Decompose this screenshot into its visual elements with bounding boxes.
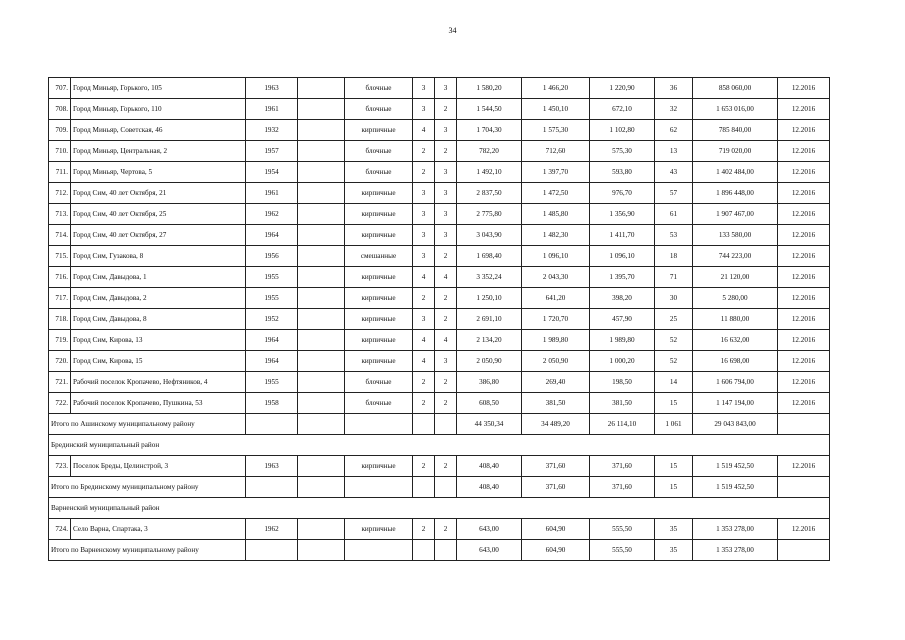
row-address: Город Миньяр, Центральная, 2 [71, 141, 246, 162]
row-year: 1954 [246, 162, 298, 183]
row-material: кирпичные [345, 225, 413, 246]
row-deadline: 12.2016 [778, 204, 830, 225]
total-area-total: 643,00 [457, 540, 522, 561]
row-material: кирпичные [345, 288, 413, 309]
row-area-total: 2 775,80 [457, 204, 522, 225]
row-number: 720. [49, 351, 71, 372]
total-residents: 15 [655, 477, 693, 498]
row-deadline: 12.2016 [778, 246, 830, 267]
row-area-total: 1 704,30 [457, 120, 522, 141]
row-area-living: 1 482,30 [522, 225, 590, 246]
table-row [49, 288, 830, 309]
row-floors: 3 [413, 309, 435, 330]
total-residents: 35 [655, 540, 693, 561]
row-area-total: 1 698,40 [457, 246, 522, 267]
row-floors: 3 [413, 183, 435, 204]
row-area-residential: 198,50 [590, 372, 655, 393]
row-year: 1932 [246, 120, 298, 141]
row-material: блочные [345, 78, 413, 99]
row-address: Село Варна, Спартака, 3 [71, 519, 246, 540]
total-row-asha [49, 414, 830, 435]
row-address: Город Сим, Гузакова, 8 [71, 246, 246, 267]
row-floors: 3 [413, 78, 435, 99]
row-material: блочные [345, 162, 413, 183]
row-number: 711. [49, 162, 71, 183]
row-cost: 1 353 278,00 [693, 519, 778, 540]
row-residents: 71 [655, 267, 693, 288]
table-row [49, 351, 830, 372]
row-cost: 16 632,00 [693, 330, 778, 351]
row-area-total: 3 043,90 [457, 225, 522, 246]
housing-register-table [48, 77, 830, 561]
row-material: кирпичные [345, 456, 413, 477]
row-floors: 2 [413, 141, 435, 162]
row-area-residential: 1 102,80 [590, 120, 655, 141]
row-entrances: 3 [435, 183, 457, 204]
row-cost: 1 896 448,00 [693, 183, 778, 204]
row-deadline: 12.2016 [778, 120, 830, 141]
row-area-living: 269,40 [522, 372, 590, 393]
row-floors: 3 [413, 246, 435, 267]
row-number: 719. [49, 330, 71, 351]
row-area-residential: 1 989,80 [590, 330, 655, 351]
row-floors: 2 [413, 372, 435, 393]
table-row [49, 99, 830, 120]
row-material: кирпичные [345, 120, 413, 141]
row-area-residential: 1 395,70 [590, 267, 655, 288]
row-number: 715. [49, 246, 71, 267]
row-area-living: 381,50 [522, 393, 590, 414]
row-cost: 785 840,00 [693, 120, 778, 141]
row-material: кирпичные [345, 309, 413, 330]
row-residents: 62 [655, 120, 693, 141]
row-cost: 1 606 794,00 [693, 372, 778, 393]
section-header-varna [49, 498, 830, 519]
row-entrances: 2 [435, 99, 457, 120]
row-entrances: 3 [435, 225, 457, 246]
row-cost: 719 020,00 [693, 141, 778, 162]
row-address: Город Миньяр, Советская, 46 [71, 120, 246, 141]
total-cost: 1 519 452,50 [693, 477, 778, 498]
table-row [49, 372, 830, 393]
row-area-living: 604,90 [522, 519, 590, 540]
row-number: 710. [49, 141, 71, 162]
row-address: Город Сим, 40 лет Октября, 25 [71, 204, 246, 225]
row-deadline: 12.2016 [778, 267, 830, 288]
row-area-residential: 1 411,70 [590, 225, 655, 246]
row-deadline: 12.2016 [778, 309, 830, 330]
row-floors: 2 [413, 162, 435, 183]
row-deadline: 12.2016 [778, 330, 830, 351]
row-material: кирпичные [345, 330, 413, 351]
total-label: Итого по Ашинскому муниципальному району [49, 414, 246, 435]
row-floors: 2 [413, 288, 435, 309]
row-deadline: 12.2016 [778, 78, 830, 99]
table-row [49, 225, 830, 246]
row-number: 721. [49, 372, 71, 393]
row-residents: 13 [655, 141, 693, 162]
table-row [49, 519, 830, 540]
row-floors: 4 [413, 330, 435, 351]
row-cost: 1 519 452,50 [693, 456, 778, 477]
row-year: 1956 [246, 246, 298, 267]
row-deadline: 12.2016 [778, 183, 830, 204]
row-residents: 15 [655, 456, 693, 477]
row-area-total: 2 050,90 [457, 351, 522, 372]
row-area-residential: 1 356,90 [590, 204, 655, 225]
row-cost: 21 120,00 [693, 267, 778, 288]
row-year: 1964 [246, 225, 298, 246]
row-deadline: 12.2016 [778, 162, 830, 183]
row-area-living: 1 472,50 [522, 183, 590, 204]
table-row [49, 120, 830, 141]
total-label: Итого по Брединскому муниципальному району [49, 477, 246, 498]
table-row [49, 267, 830, 288]
row-material: блочные [345, 372, 413, 393]
total-area-total: 44 350,34 [457, 414, 522, 435]
row-number: 714. [49, 225, 71, 246]
row-material: кирпичные [345, 267, 413, 288]
row-year: 1963 [246, 456, 298, 477]
row-year: 1961 [246, 183, 298, 204]
row-year: 1964 [246, 351, 298, 372]
row-deadline: 12.2016 [778, 372, 830, 393]
row-area-total: 3 352,24 [457, 267, 522, 288]
row-address: Город Сим, Давыдова, 1 [71, 267, 246, 288]
total-area-residential: 555,50 [590, 540, 655, 561]
row-cost: 858 060,00 [693, 78, 778, 99]
row-address: Город Сим, Кирова, 15 [71, 351, 246, 372]
row-floors: 3 [413, 204, 435, 225]
row-area-residential: 976,70 [590, 183, 655, 204]
table-row [49, 183, 830, 204]
row-material: блочные [345, 99, 413, 120]
row-floors: 4 [413, 120, 435, 141]
total-cost: 29 043 843,00 [693, 414, 778, 435]
row-area-residential: 1 000,20 [590, 351, 655, 372]
row-year: 1962 [246, 519, 298, 540]
table-row [49, 141, 830, 162]
row-floors: 4 [413, 351, 435, 372]
row-area-residential: 555,50 [590, 519, 655, 540]
row-entrances: 2 [435, 246, 457, 267]
row-year: 1957 [246, 141, 298, 162]
row-deadline: 12.2016 [778, 288, 830, 309]
row-entrances: 3 [435, 78, 457, 99]
table-row [49, 456, 830, 477]
row-deadline: 12.2016 [778, 393, 830, 414]
total-row-bredy [49, 477, 830, 498]
row-number: 713. [49, 204, 71, 225]
row-area-total: 386,80 [457, 372, 522, 393]
row-number: 707. [49, 78, 71, 99]
total-label: Итого по Варненскому муниципальному району [49, 540, 246, 561]
row-cost: 1 402 484,00 [693, 162, 778, 183]
table-row [49, 309, 830, 330]
total-area-residential: 371,60 [590, 477, 655, 498]
row-number: 723. [49, 456, 71, 477]
row-area-total: 2 691,10 [457, 309, 522, 330]
row-year: 1952 [246, 309, 298, 330]
row-number: 709. [49, 120, 71, 141]
row-residents: 25 [655, 309, 693, 330]
row-entrances: 2 [435, 141, 457, 162]
row-residents: 52 [655, 351, 693, 372]
row-area-living: 2 050,90 [522, 351, 590, 372]
table-row [49, 204, 830, 225]
row-year: 1955 [246, 288, 298, 309]
row-area-living: 712,60 [522, 141, 590, 162]
row-material: кирпичные [345, 351, 413, 372]
table-row [49, 246, 830, 267]
row-residents: 57 [655, 183, 693, 204]
row-number: 724. [49, 519, 71, 540]
page-number: 34 [448, 26, 457, 35]
row-area-living: 1 575,30 [522, 120, 590, 141]
row-deadline: 12.2016 [778, 141, 830, 162]
row-number: 722. [49, 393, 71, 414]
total-area-residential: 26 114,10 [590, 414, 655, 435]
row-residents: 30 [655, 288, 693, 309]
row-area-residential: 1 220,90 [590, 78, 655, 99]
row-residents: 53 [655, 225, 693, 246]
row-address: Поселок Бреды, Целинстрой, 3 [71, 456, 246, 477]
total-area-living: 371,60 [522, 477, 590, 498]
row-address: Город Сим, 40 лет Октября, 27 [71, 225, 246, 246]
total-area-living: 34 489,20 [522, 414, 590, 435]
row-area-living: 371,60 [522, 456, 590, 477]
row-area-living: 1 397,70 [522, 162, 590, 183]
table-row [49, 162, 830, 183]
row-entrances: 2 [435, 372, 457, 393]
row-area-total: 2 134,20 [457, 330, 522, 351]
row-material: блочные [345, 141, 413, 162]
row-area-total: 643,00 [457, 519, 522, 540]
row-year: 1955 [246, 372, 298, 393]
section-title: Брединский муниципальный район [49, 435, 830, 456]
row-area-living: 1 466,20 [522, 78, 590, 99]
row-residents: 36 [655, 78, 693, 99]
row-year: 1955 [246, 267, 298, 288]
row-address: Город Сим, Давыдова, 8 [71, 309, 246, 330]
row-floors: 3 [413, 225, 435, 246]
row-entrances: 3 [435, 204, 457, 225]
row-area-total: 782,20 [457, 141, 522, 162]
row-entrances: 2 [435, 456, 457, 477]
row-deadline: 12.2016 [778, 351, 830, 372]
row-number: 708. [49, 99, 71, 120]
table-row [49, 78, 830, 99]
row-entrances: 3 [435, 162, 457, 183]
row-area-residential: 575,30 [590, 141, 655, 162]
row-area-living: 1 989,80 [522, 330, 590, 351]
row-area-total: 1 580,20 [457, 78, 522, 99]
row-address: Рабочий поселок Кропачево, Пушкина, 53 [71, 393, 246, 414]
row-residents: 32 [655, 99, 693, 120]
row-area-living: 641,20 [522, 288, 590, 309]
row-floors: 2 [413, 456, 435, 477]
row-number: 716. [49, 267, 71, 288]
table-row [49, 393, 830, 414]
total-residents: 1 061 [655, 414, 693, 435]
row-entrances: 2 [435, 288, 457, 309]
row-year: 1958 [246, 393, 298, 414]
row-material: кирпичные [345, 183, 413, 204]
row-area-residential: 1 096,10 [590, 246, 655, 267]
row-area-residential: 398,20 [590, 288, 655, 309]
row-address: Город Сим, Кирова, 13 [71, 330, 246, 351]
row-cost: 5 280,00 [693, 288, 778, 309]
total-cost: 1 353 278,00 [693, 540, 778, 561]
row-cost: 1 147 194,00 [693, 393, 778, 414]
row-area-total: 1 492,10 [457, 162, 522, 183]
row-cost: 1 653 016,00 [693, 99, 778, 120]
row-area-total: 608,50 [457, 393, 522, 414]
row-deadline: 12.2016 [778, 225, 830, 246]
row-deadline: 12.2016 [778, 456, 830, 477]
row-address: Город Сим, 40 лет Октября, 21 [71, 183, 246, 204]
row-floors: 3 [413, 99, 435, 120]
row-cost: 744 223,00 [693, 246, 778, 267]
row-area-residential: 381,50 [590, 393, 655, 414]
row-area-living: 1 485,80 [522, 204, 590, 225]
row-floors: 4 [413, 267, 435, 288]
total-area-living: 604,90 [522, 540, 590, 561]
row-area-living: 1 096,10 [522, 246, 590, 267]
row-material: кирпичные [345, 519, 413, 540]
row-year: 1962 [246, 204, 298, 225]
row-area-total: 408,40 [457, 456, 522, 477]
row-entrances: 2 [435, 309, 457, 330]
row-address: Рабочий поселок Кропачево, Нефтяников, 4 [71, 372, 246, 393]
row-residents: 18 [655, 246, 693, 267]
row-area-living: 1 450,10 [522, 99, 590, 120]
total-area-total: 408,40 [457, 477, 522, 498]
row-material: кирпичные [345, 204, 413, 225]
row-cost: 11 880,00 [693, 309, 778, 330]
row-deadline: 12.2016 [778, 99, 830, 120]
row-deadline: 12.2016 [778, 519, 830, 540]
row-address: Город Миньяр, Чертова, 5 [71, 162, 246, 183]
row-residents: 43 [655, 162, 693, 183]
row-area-living: 2 043,30 [522, 267, 590, 288]
row-floors: 2 [413, 393, 435, 414]
row-floors: 2 [413, 519, 435, 540]
row-residents: 52 [655, 330, 693, 351]
row-number: 712. [49, 183, 71, 204]
row-entrances: 2 [435, 393, 457, 414]
row-residents: 15 [655, 393, 693, 414]
row-entrances: 3 [435, 120, 457, 141]
row-year: 1964 [246, 330, 298, 351]
row-cost: 16 698,00 [693, 351, 778, 372]
row-area-residential: 593,80 [590, 162, 655, 183]
row-address: Город Миньяр, Горького, 110 [71, 99, 246, 120]
row-residents: 14 [655, 372, 693, 393]
row-area-total: 2 837,50 [457, 183, 522, 204]
row-number: 717. [49, 288, 71, 309]
row-area-total: 1 250,10 [457, 288, 522, 309]
row-area-total: 1 544,50 [457, 99, 522, 120]
row-entrances: 3 [435, 351, 457, 372]
row-area-living: 1 720,70 [522, 309, 590, 330]
row-residents: 61 [655, 204, 693, 225]
total-row-varna [49, 540, 830, 561]
row-area-residential: 371,60 [590, 456, 655, 477]
row-entrances: 2 [435, 519, 457, 540]
row-material: смешанные [345, 246, 413, 267]
row-material: блочные [345, 393, 413, 414]
row-cost: 133 580,00 [693, 225, 778, 246]
row-cost: 1 907 467,00 [693, 204, 778, 225]
row-address: Город Миньяр, Горького, 105 [71, 78, 246, 99]
row-year: 1963 [246, 78, 298, 99]
row-residents: 35 [655, 519, 693, 540]
row-number: 718. [49, 309, 71, 330]
row-entrances: 4 [435, 330, 457, 351]
row-area-residential: 457,90 [590, 309, 655, 330]
section-header-bredy [49, 435, 830, 456]
table-row [49, 330, 830, 351]
row-entrances: 4 [435, 267, 457, 288]
section-title: Варненский муниципальный район [49, 498, 830, 519]
row-address: Город Сим, Давыдова, 2 [71, 288, 246, 309]
row-year: 1961 [246, 99, 298, 120]
row-area-residential: 672,10 [590, 99, 655, 120]
